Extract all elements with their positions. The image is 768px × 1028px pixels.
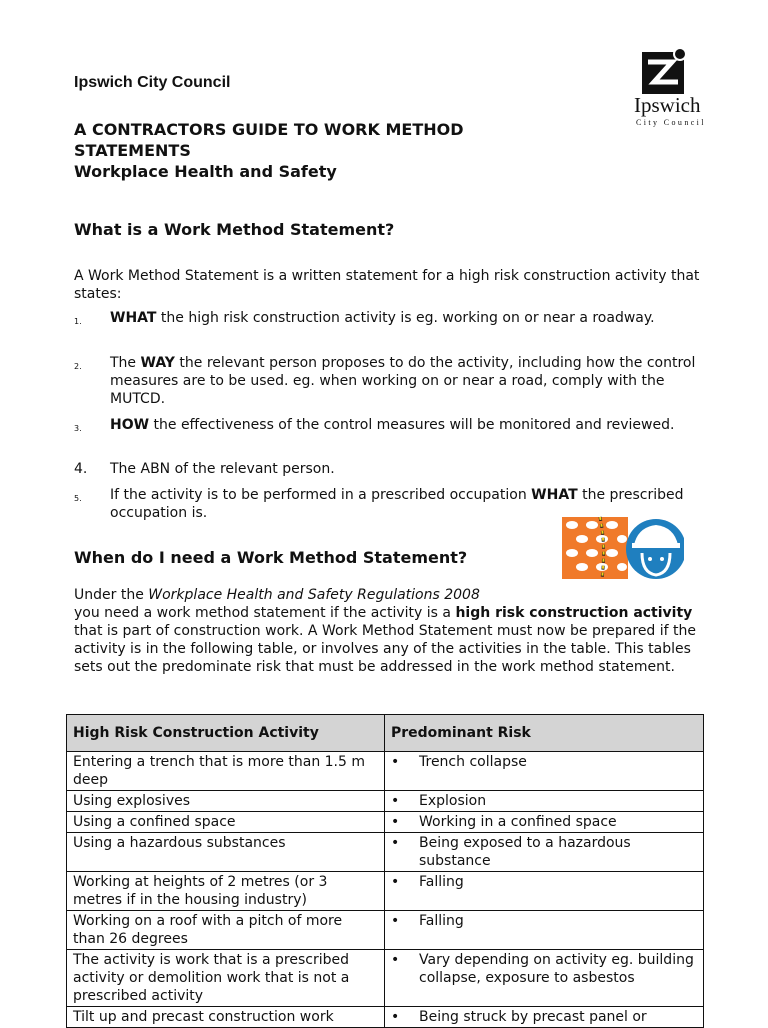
keyword: WHAT (110, 310, 157, 326)
bullet: • (391, 952, 400, 968)
bullet: • (391, 814, 400, 830)
risk-text: Falling (419, 874, 464, 890)
activity-cell: Working on a roof with a pitch of more than 26 degrees (67, 911, 385, 950)
activity-cell: Working at heights of 2 metres (or 3 metres if in the housing industry) (67, 872, 385, 911)
risk-cell (385, 812, 704, 833)
bullet: • (391, 754, 400, 770)
bullet: • (391, 835, 400, 851)
section-heading-what: What is a Work Method Statement? (74, 220, 395, 239)
list-number: 1. (74, 317, 82, 326)
ipswich-logo (628, 46, 712, 128)
activity-cell: Using explosives (67, 791, 385, 812)
risk-cell (385, 752, 704, 791)
risk-cell (385, 1007, 704, 1028)
list-number: 5. (74, 494, 82, 503)
risk-cell (385, 833, 704, 872)
section-heading-when: When do I need a Work Method Statement? (74, 548, 468, 567)
list-text: the prescribed occupation is. (110, 487, 684, 521)
table-row (67, 752, 704, 791)
column-header-activity: High Risk Construction Activity (67, 715, 385, 752)
bullet: • (391, 913, 400, 929)
risk-cell (385, 791, 704, 812)
table-row (67, 872, 704, 911)
table-row (67, 1007, 704, 1028)
bullet: • (391, 793, 400, 809)
list-number: 4. (74, 461, 88, 477)
highlight-text: high risk construction activity (455, 605, 693, 621)
title-line-1: A CONTRACTORS GUIDE TO WORK METHOD (74, 120, 464, 139)
logo-subtext: City Council (636, 118, 706, 127)
activity-cell: Using a hazardous substances (67, 833, 385, 872)
bullet: • (391, 874, 400, 890)
risk-text: Working in a confined space (419, 814, 617, 830)
list-text: the high risk construction activity is eg. working on or near a roadway. (156, 310, 655, 326)
table-row (67, 791, 704, 812)
risk-text: Being struck by precast panel or (419, 1009, 647, 1025)
risk-cell (385, 950, 704, 1007)
risk-text: Vary depending on activity eg. building collapse, exposure to asbestos (419, 952, 694, 986)
document-title (74, 119, 594, 182)
keyword: WAY (140, 355, 175, 371)
table-row (67, 950, 704, 1007)
table-row (67, 812, 704, 833)
activity-cell: The activity is work that is a prescribed activity or demolition work that is not a prescribed activity (67, 950, 385, 1007)
list-text: The ABN of the relevant person. (110, 461, 335, 477)
para-text: you need a work method statement if the activity is a (74, 605, 456, 621)
list-text: the relevant person proposes to do the activity, including how the control measures are to be used. eg. when working on or near a road, comply with the MUTCD. (110, 355, 696, 407)
intro-paragraph: A Work Method Statement is a written statement for a high risk construction activity that states: (74, 268, 700, 302)
bullet: • (391, 1009, 400, 1025)
para-text: Under the (74, 587, 149, 603)
logo-wordmark: Ipswich (634, 93, 701, 117)
risk-table (66, 714, 704, 1028)
list-text-pre: The (110, 355, 141, 371)
activity-cell: Entering a trench that is more than 1.5 m deep (67, 752, 385, 791)
risk-cell (385, 911, 704, 950)
orange-mesh-barrier (562, 517, 628, 579)
table-row (67, 911, 704, 950)
list-number: 3. (74, 424, 82, 433)
column-header-risk: Predominant Risk (385, 715, 704, 752)
title-line-2: STATEMENTS (74, 141, 191, 160)
list-number: 2. (74, 362, 82, 371)
activity-cell: Using a confined space (67, 812, 385, 833)
hard-hat-sign-icon (626, 519, 684, 579)
activity-cell: Tilt up and precast construction work (67, 1007, 385, 1028)
safety-illustration (562, 515, 684, 581)
list-text-pre: If the activity is to be performed in a prescribed occupation (110, 487, 532, 503)
table-header-row (67, 715, 704, 752)
risk-text: Falling (419, 913, 464, 929)
keyword: HOW (110, 417, 150, 433)
list-text: the effectiveness of the control measures will be monitored and reviewed. (149, 417, 675, 433)
regulations-paragraph (74, 586, 704, 676)
para-text: that is part of construction work. A Work Method Statement must now be prepared if the activity is in the following table, or involves any of the activities in the table. This tables sets out the predominate risk that must be addressed in the work method statement. (74, 623, 697, 675)
organisation-name: Ipswich City Council (74, 74, 231, 91)
regulation-title: Workplace Health and Safety Regulations 2008 (148, 587, 480, 603)
risk-text: Being exposed to a hazardous substance (419, 835, 631, 869)
risk-text: Trench collapse (419, 754, 527, 770)
risk-text: Explosion (419, 793, 487, 809)
risk-cell (385, 872, 704, 911)
keyword: WHAT (531, 487, 578, 503)
document-subtitle: Workplace Health and Safety (74, 162, 337, 181)
table-row (67, 833, 704, 872)
